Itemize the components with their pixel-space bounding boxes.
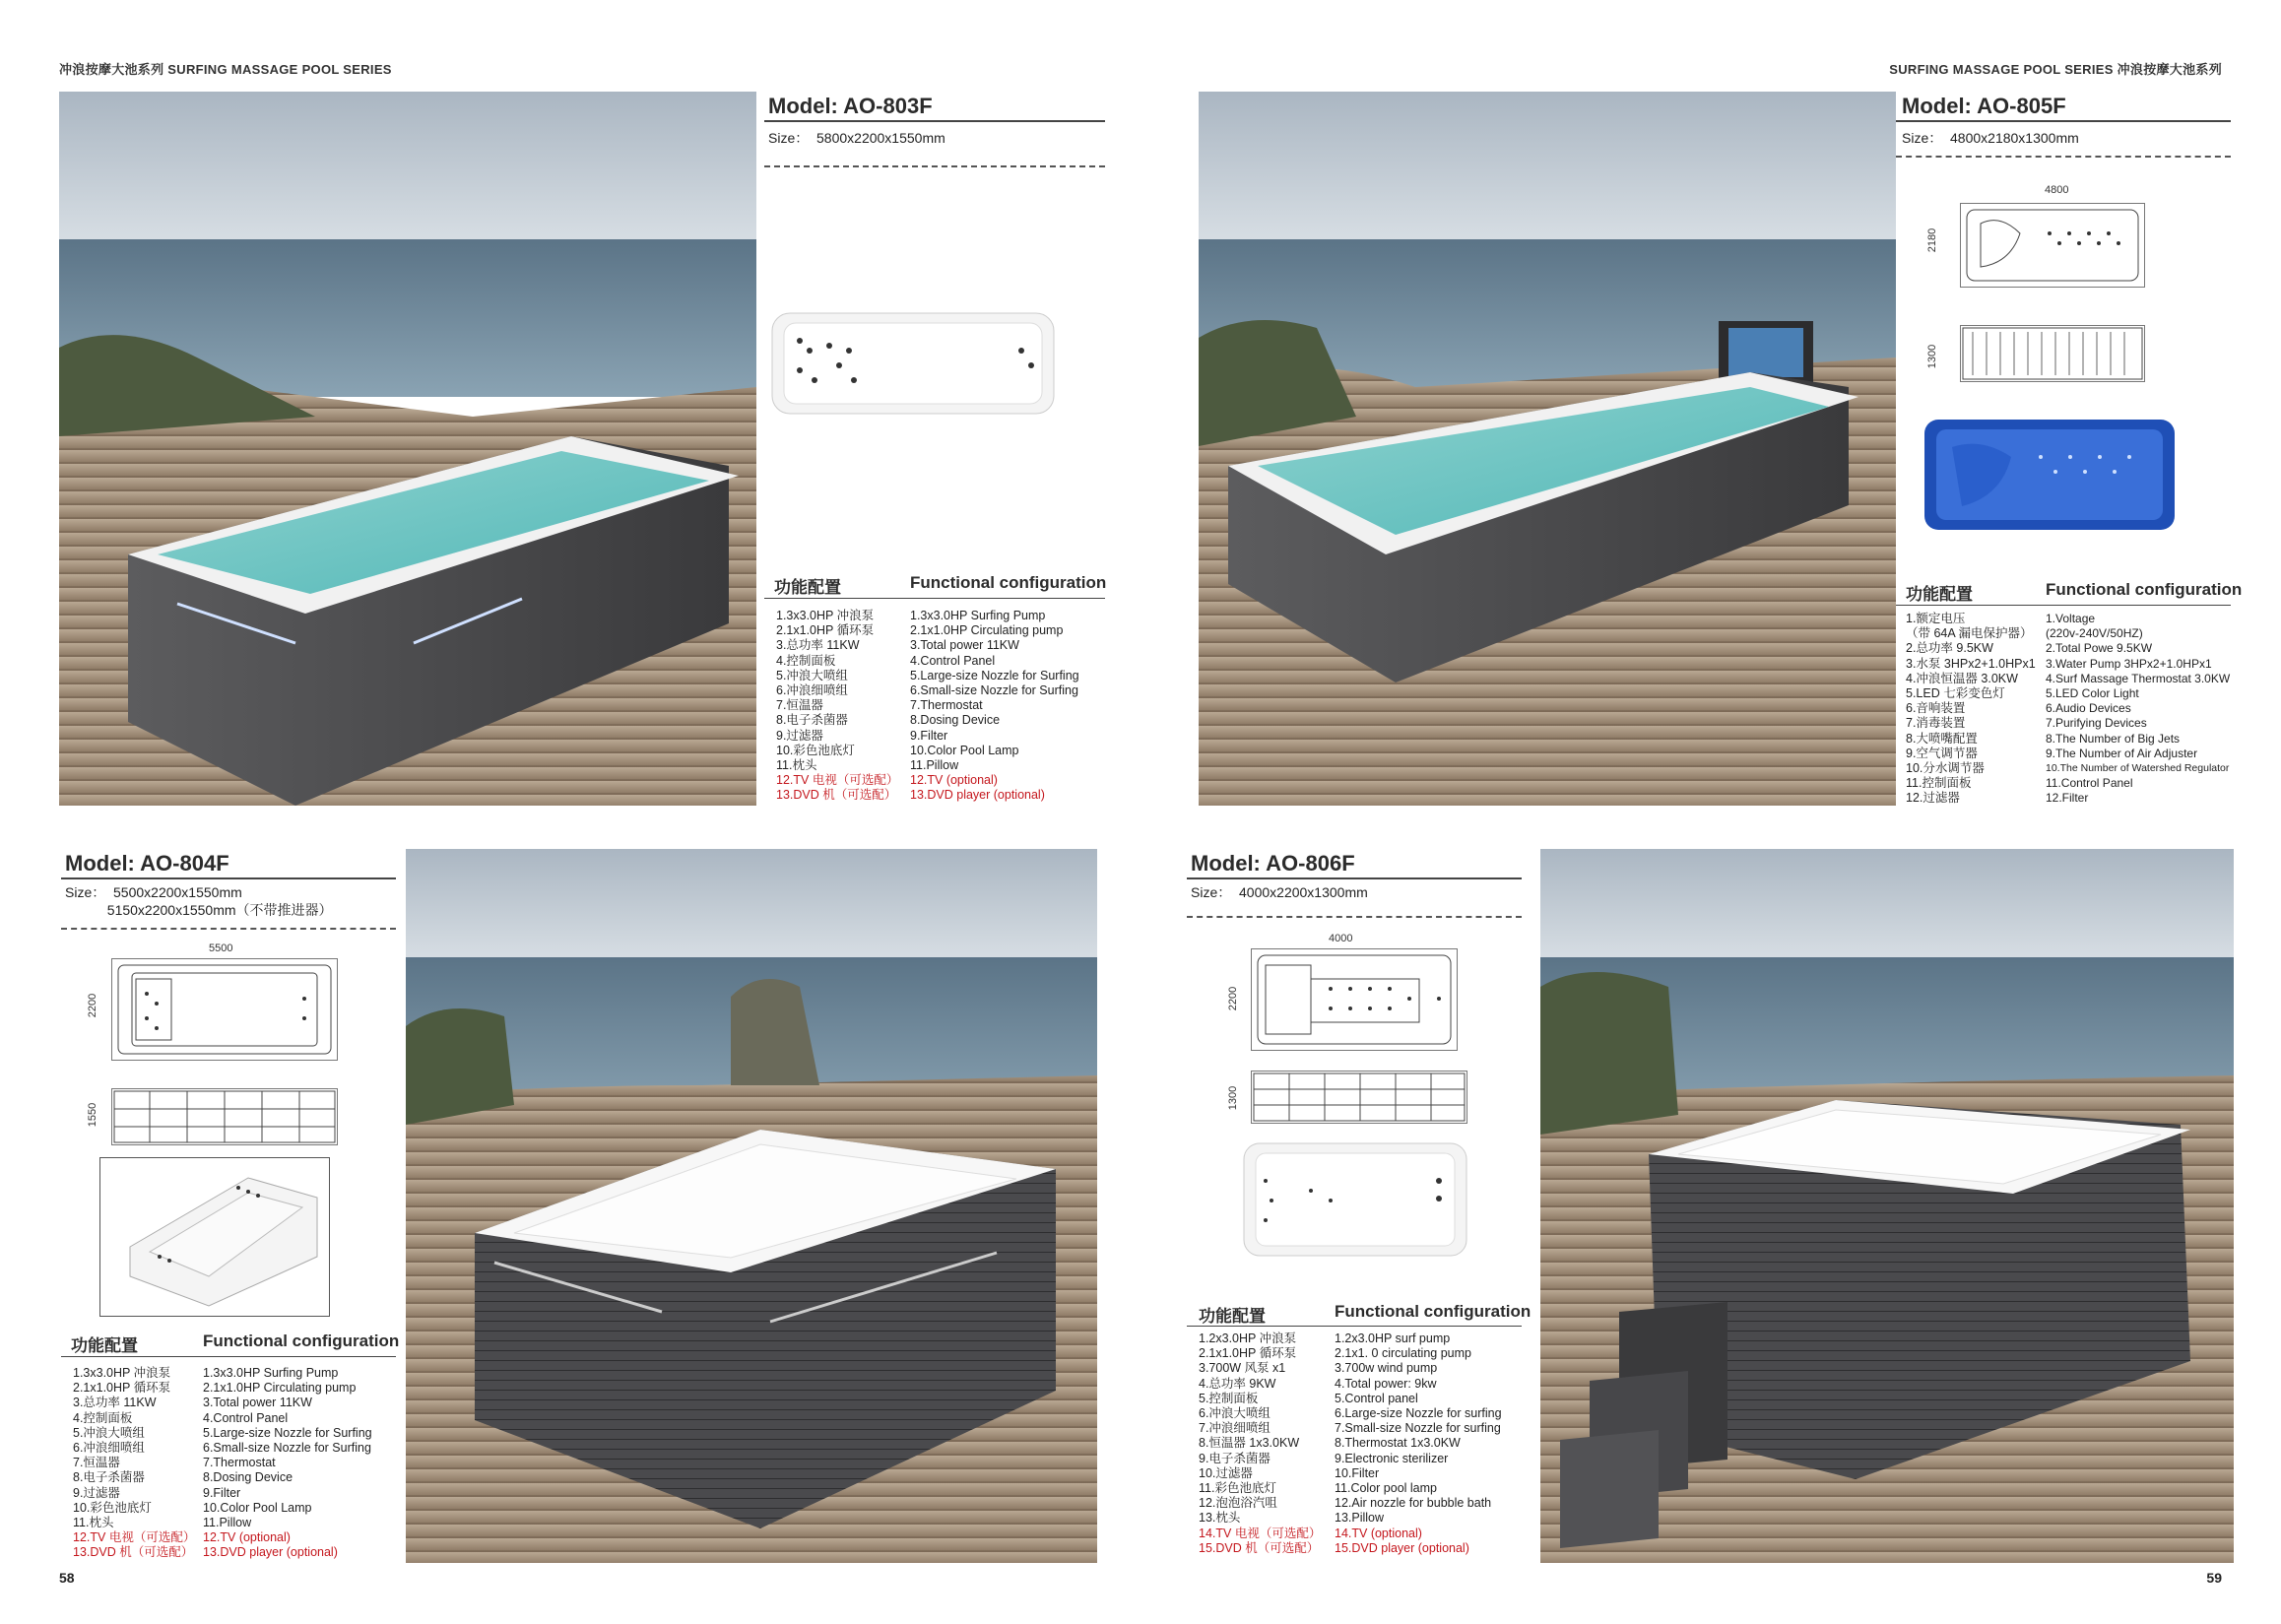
ao805f-config-heading-en: Functional configuration (2046, 580, 2243, 599)
config-item: 7.恒温器 (73, 1456, 120, 1470)
config-item: 4.Total power: 9kw (1335, 1376, 1437, 1391)
config-item: 4.控制面板 (776, 653, 836, 668)
config-item: 3.总功率 11KW (73, 1396, 157, 1410)
config-item: 4.Surf Massage Thermostat 3.0KW (2046, 671, 2231, 685)
ao803f-top-view-photo (770, 311, 1056, 416)
config-item: 12.过滤器 (1906, 791, 1960, 806)
ao804f-top-view-drawing (111, 958, 338, 1061)
config-item: 8.恒温器 1x3.0KW (1199, 1436, 1300, 1451)
config-item: 8.电子杀菌器 (776, 713, 848, 728)
config-item: 11.Color pool lamp (1335, 1481, 1437, 1496)
ao806f-dim-width: 2200 (1227, 986, 1240, 1011)
ao805f-top-view-drawing (1960, 203, 2145, 288)
ao806f-top-view-photo (1242, 1141, 1468, 1258)
config-item: 3.Water Pump 3HPx2+1.0HPx1 (2046, 656, 2212, 671)
config-item: 10.The Number of Watershed Regulator (2046, 762, 2230, 775)
ao805f-config-list-cn (1906, 612, 2036, 807)
config-item: 1.3x3.0HP 冲浪泵 (776, 609, 875, 622)
config-item: 1.额定电压 (1906, 612, 1966, 625)
config-item: 7.Small-size Nozzle for surfing (1335, 1421, 1501, 1436)
config-item: 7.恒温器 (776, 698, 823, 713)
config-item: 10.过滤器 (1199, 1465, 1253, 1480)
ao805f-dim-height: 1300 (1926, 344, 1939, 369)
config-item: 10.彩色池底灯 (73, 1500, 152, 1515)
config-item: 6.冲浪大喷组 (1199, 1406, 1271, 1421)
ao806f-dim-length: 4000 (1329, 933, 1353, 944)
config-item: 1.3x3.0HP 冲浪泵 (73, 1366, 171, 1380)
config-item: 5.LED Color Light (2046, 686, 2139, 701)
ao805f-dim-length: 4800 (2045, 184, 2069, 196)
ao806f-config-list-cn (1199, 1332, 1321, 1556)
config-item: 12.Filter (2046, 791, 2089, 806)
config-item-optional: 12.TV (optional) (203, 1530, 291, 1545)
config-item: 2.1x1.0HP Circulating pump (203, 1381, 357, 1396)
config-item: 7.Thermostat (910, 698, 983, 713)
config-item: 2.1x1.0HP 循环泵 (73, 1381, 171, 1396)
config-item: 10.分水调节器 (1906, 761, 1985, 776)
ao805f-config-heading-cn: 功能配置 (1906, 585, 1973, 604)
config-item: 2.1x1.0HP Circulating pump (910, 623, 1064, 638)
config-item: 5.Large-size Nozzle for Surfing (910, 668, 1079, 682)
config-item: 6.Large-size Nozzle for surfing (1335, 1406, 1502, 1421)
config-item: 4.冲浪恒温器 3.0KW (1906, 671, 2018, 685)
ao803f-config-heading-cn: 功能配置 (774, 578, 841, 597)
config-item: 9.空气调节器 (1906, 746, 1978, 760)
config-item: 2.Total Powe 9.5KW (2046, 641, 2153, 656)
config-item-optional: 12.TV 电视（可选配） (73, 1530, 196, 1545)
config-item: 5.LED 七彩变色灯 (1906, 686, 2005, 701)
series-header-left: 冲浪按摩大池系列 SURFING MASSAGE POOL SERIES (59, 62, 392, 77)
config-item: 10.彩色池底灯 (776, 743, 855, 757)
config-item-optional: 12.TV 电视（可选配） (776, 773, 899, 788)
config-item: 9.过滤器 (73, 1485, 120, 1500)
ao804f-config-heading-en: Functional configuration (203, 1332, 400, 1350)
config-item-optional: 14.TV 电视（可选配） (1199, 1526, 1322, 1540)
config-item: 3.Total power 11KW (910, 638, 1019, 653)
config-item: 1.3x3.0HP Surfing Pump (910, 609, 1046, 622)
config-item: 1.Voltage (2046, 612, 2096, 625)
config-item-optional: 15.DVD player (optional) (1335, 1540, 1469, 1555)
ao806f-photo (1540, 849, 2234, 1563)
config-item: 2.总功率 9.5KW (1906, 641, 1993, 656)
config-item: 9.Filter (203, 1485, 241, 1500)
config-item: 8.Dosing Device (203, 1470, 293, 1485)
config-item: 1.2x3.0HP 冲浪泵 (1199, 1332, 1297, 1345)
config-item: 13.枕头 (1199, 1511, 1241, 1526)
config-item: 3.700w wind pump (1335, 1361, 1438, 1376)
config-item: 7.Purifying Devices (2046, 716, 2147, 731)
ao803f-photo (59, 92, 756, 806)
config-item: 11.控制面板 (1906, 776, 1972, 791)
config-item: 5.冲浪大喷组 (776, 668, 848, 682)
ao806f-config-list-en (1335, 1332, 1502, 1556)
config-item: 10.Filter (1335, 1465, 1380, 1480)
config-item: 7.Thermostat (203, 1456, 276, 1470)
config-item: 10.Color Pool Lamp (203, 1500, 312, 1515)
config-item: 11.Control Panel (2046, 776, 2133, 791)
page-number-left: 58 (59, 1570, 75, 1586)
ao805f-photo (1199, 92, 1896, 806)
config-item: 6.音响装置 (1906, 701, 1966, 716)
ao806f-config-heading-en: Functional configuration (1335, 1302, 1532, 1321)
ao806f-dim-height: 1300 (1227, 1085, 1240, 1111)
config-item: (220v-240V/50HZ) (2046, 626, 2143, 641)
ao804f-angle-view-photo (99, 1157, 330, 1317)
config-item-optional: 13.DVD player (optional) (910, 788, 1045, 803)
ao803f-config-list-en (910, 609, 1079, 804)
config-item: 10.Color Pool Lamp (910, 743, 1019, 757)
config-item: 6.Small-size Nozzle for Surfing (910, 683, 1078, 698)
ao806f-size: Size： 4000x2200x1300mm (1191, 884, 1368, 900)
ao805f-dim-width: 2180 (1926, 227, 1939, 253)
config-item: 3.总功率 11KW (776, 638, 860, 653)
config-item-optional: 13.DVD player (optional) (203, 1545, 338, 1560)
config-item: 5.控制面板 (1199, 1391, 1259, 1405)
ao803f-config-heading-en: Functional configuration (910, 573, 1107, 592)
config-item: 2.1x1.0HP 循环泵 (776, 623, 875, 638)
config-item: 4.控制面板 (73, 1410, 133, 1425)
ao805f-model-title: Model: AO-805F (1902, 94, 2066, 118)
ao804f-config-list-cn (73, 1366, 195, 1561)
config-item: 11.枕头 (776, 758, 817, 773)
config-item: 8.Thermostat 1x3.0KW (1335, 1436, 1461, 1451)
config-item: 5.Control panel (1335, 1391, 1418, 1405)
config-item: 9.过滤器 (776, 728, 823, 743)
ao804f-dim-width: 2200 (87, 993, 99, 1018)
config-item: 1.2x3.0HP surf pump (1335, 1332, 1451, 1345)
ao804f-config-heading-cn: 功能配置 (71, 1336, 138, 1355)
config-item: （带 64A 漏电保护器） (1906, 626, 2033, 641)
config-item: 6.冲浪细喷组 (73, 1441, 145, 1456)
ao805f-config-list-en (2046, 612, 2230, 807)
config-item: 11.枕头 (73, 1516, 114, 1530)
config-item: 7.消毒装置 (1906, 716, 1966, 731)
ao805f-side-view-drawing (1960, 325, 2145, 382)
config-item: 12.Air nozzle for bubble bath (1335, 1496, 1492, 1511)
config-item: 8.Dosing Device (910, 713, 1001, 728)
config-item: 4.Control Panel (203, 1410, 289, 1425)
ao804f-config-list-en (203, 1366, 372, 1561)
ao805f-size: Size： 4800x2180x1300mm (1902, 130, 2079, 146)
config-item: 8.大喷嘴配置 (1906, 731, 1978, 746)
config-item: 9.Filter (910, 728, 948, 743)
config-item: 2.1x1. 0 circulating pump (1335, 1346, 1471, 1361)
config-item: 9.The Number of Air Adjuster (2046, 746, 2198, 760)
config-item: 4.总功率 9KW (1199, 1376, 1276, 1391)
page-number-right: 59 (2206, 1570, 2222, 1586)
config-item: 12.泡泡浴汽咀 (1199, 1496, 1277, 1511)
ao806f-top-view-drawing (1251, 948, 1458, 1051)
config-item: 3.Total power 11KW (203, 1396, 312, 1410)
ao804f-side-view-drawing (111, 1088, 338, 1145)
config-item: 13.Pillow (1335, 1511, 1385, 1526)
config-item: 11.彩色池底灯 (1199, 1481, 1276, 1496)
series-header-right: SURFING MASSAGE POOL SERIES 冲浪按摩大池系列 (1889, 62, 2222, 77)
ao804f-dim-length: 5500 (209, 942, 233, 954)
config-item-optional: 13.DVD 机（可选配） (73, 1545, 194, 1560)
config-item: 6.冲浪细喷组 (776, 683, 848, 698)
config-item: 5.冲浪大喷组 (73, 1425, 145, 1440)
config-item: 8.电子杀菌器 (73, 1470, 145, 1485)
config-item: 9.Electronic sterilizer (1335, 1451, 1449, 1465)
config-item: 8.The Number of Big Jets (2046, 731, 2181, 746)
ao804f-photo (406, 849, 1097, 1563)
ao803f-config-list-cn (776, 609, 898, 804)
config-item: 6.Small-size Nozzle for Surfing (203, 1441, 371, 1456)
ao803f-size: Size： 5800x2200x1550mm (768, 130, 945, 146)
config-item-optional: 12.TV (optional) (910, 773, 998, 788)
config-item: 1.3x3.0HP Surfing Pump (203, 1366, 339, 1380)
config-item: 11.Pillow (203, 1516, 252, 1530)
ao804f-size: Size： 5500x2200x1550mm 5150x2200x1550mm（不带推进器） (65, 884, 333, 918)
ao804f-model-title: Model: AO-804F (65, 851, 229, 876)
ao804f-dim-height: 1550 (87, 1102, 99, 1128)
config-item-optional: 14.TV (optional) (1335, 1526, 1422, 1540)
config-item: 7.冲浪细喷组 (1199, 1421, 1271, 1436)
ao805f-top-view-photo (1923, 418, 2177, 532)
config-item: 2.1x1.0HP 循环泵 (1199, 1346, 1297, 1361)
ao806f-config-heading-cn: 功能配置 (1199, 1307, 1266, 1326)
ao806f-model-title: Model: AO-806F (1191, 851, 1355, 876)
config-item: 3.700W 风泵 x1 (1199, 1361, 1286, 1376)
config-item: 6.Audio Devices (2046, 701, 2131, 716)
config-item: 4.Control Panel (910, 653, 996, 668)
config-item: 5.Large-size Nozzle for Surfing (203, 1425, 372, 1440)
config-item-optional: 15.DVD 机（可选配） (1199, 1540, 1320, 1555)
config-item: 9.电子杀菌器 (1199, 1451, 1271, 1465)
ao803f-model-title: Model: AO-803F (768, 94, 933, 118)
config-item-optional: 13.DVD 机（可选配） (776, 788, 897, 803)
ao806f-side-view-drawing (1251, 1071, 1467, 1124)
config-item: 11.Pillow (910, 758, 959, 773)
config-item: 3.水泵 3HPx2+1.0HPx1 (1906, 656, 2036, 671)
